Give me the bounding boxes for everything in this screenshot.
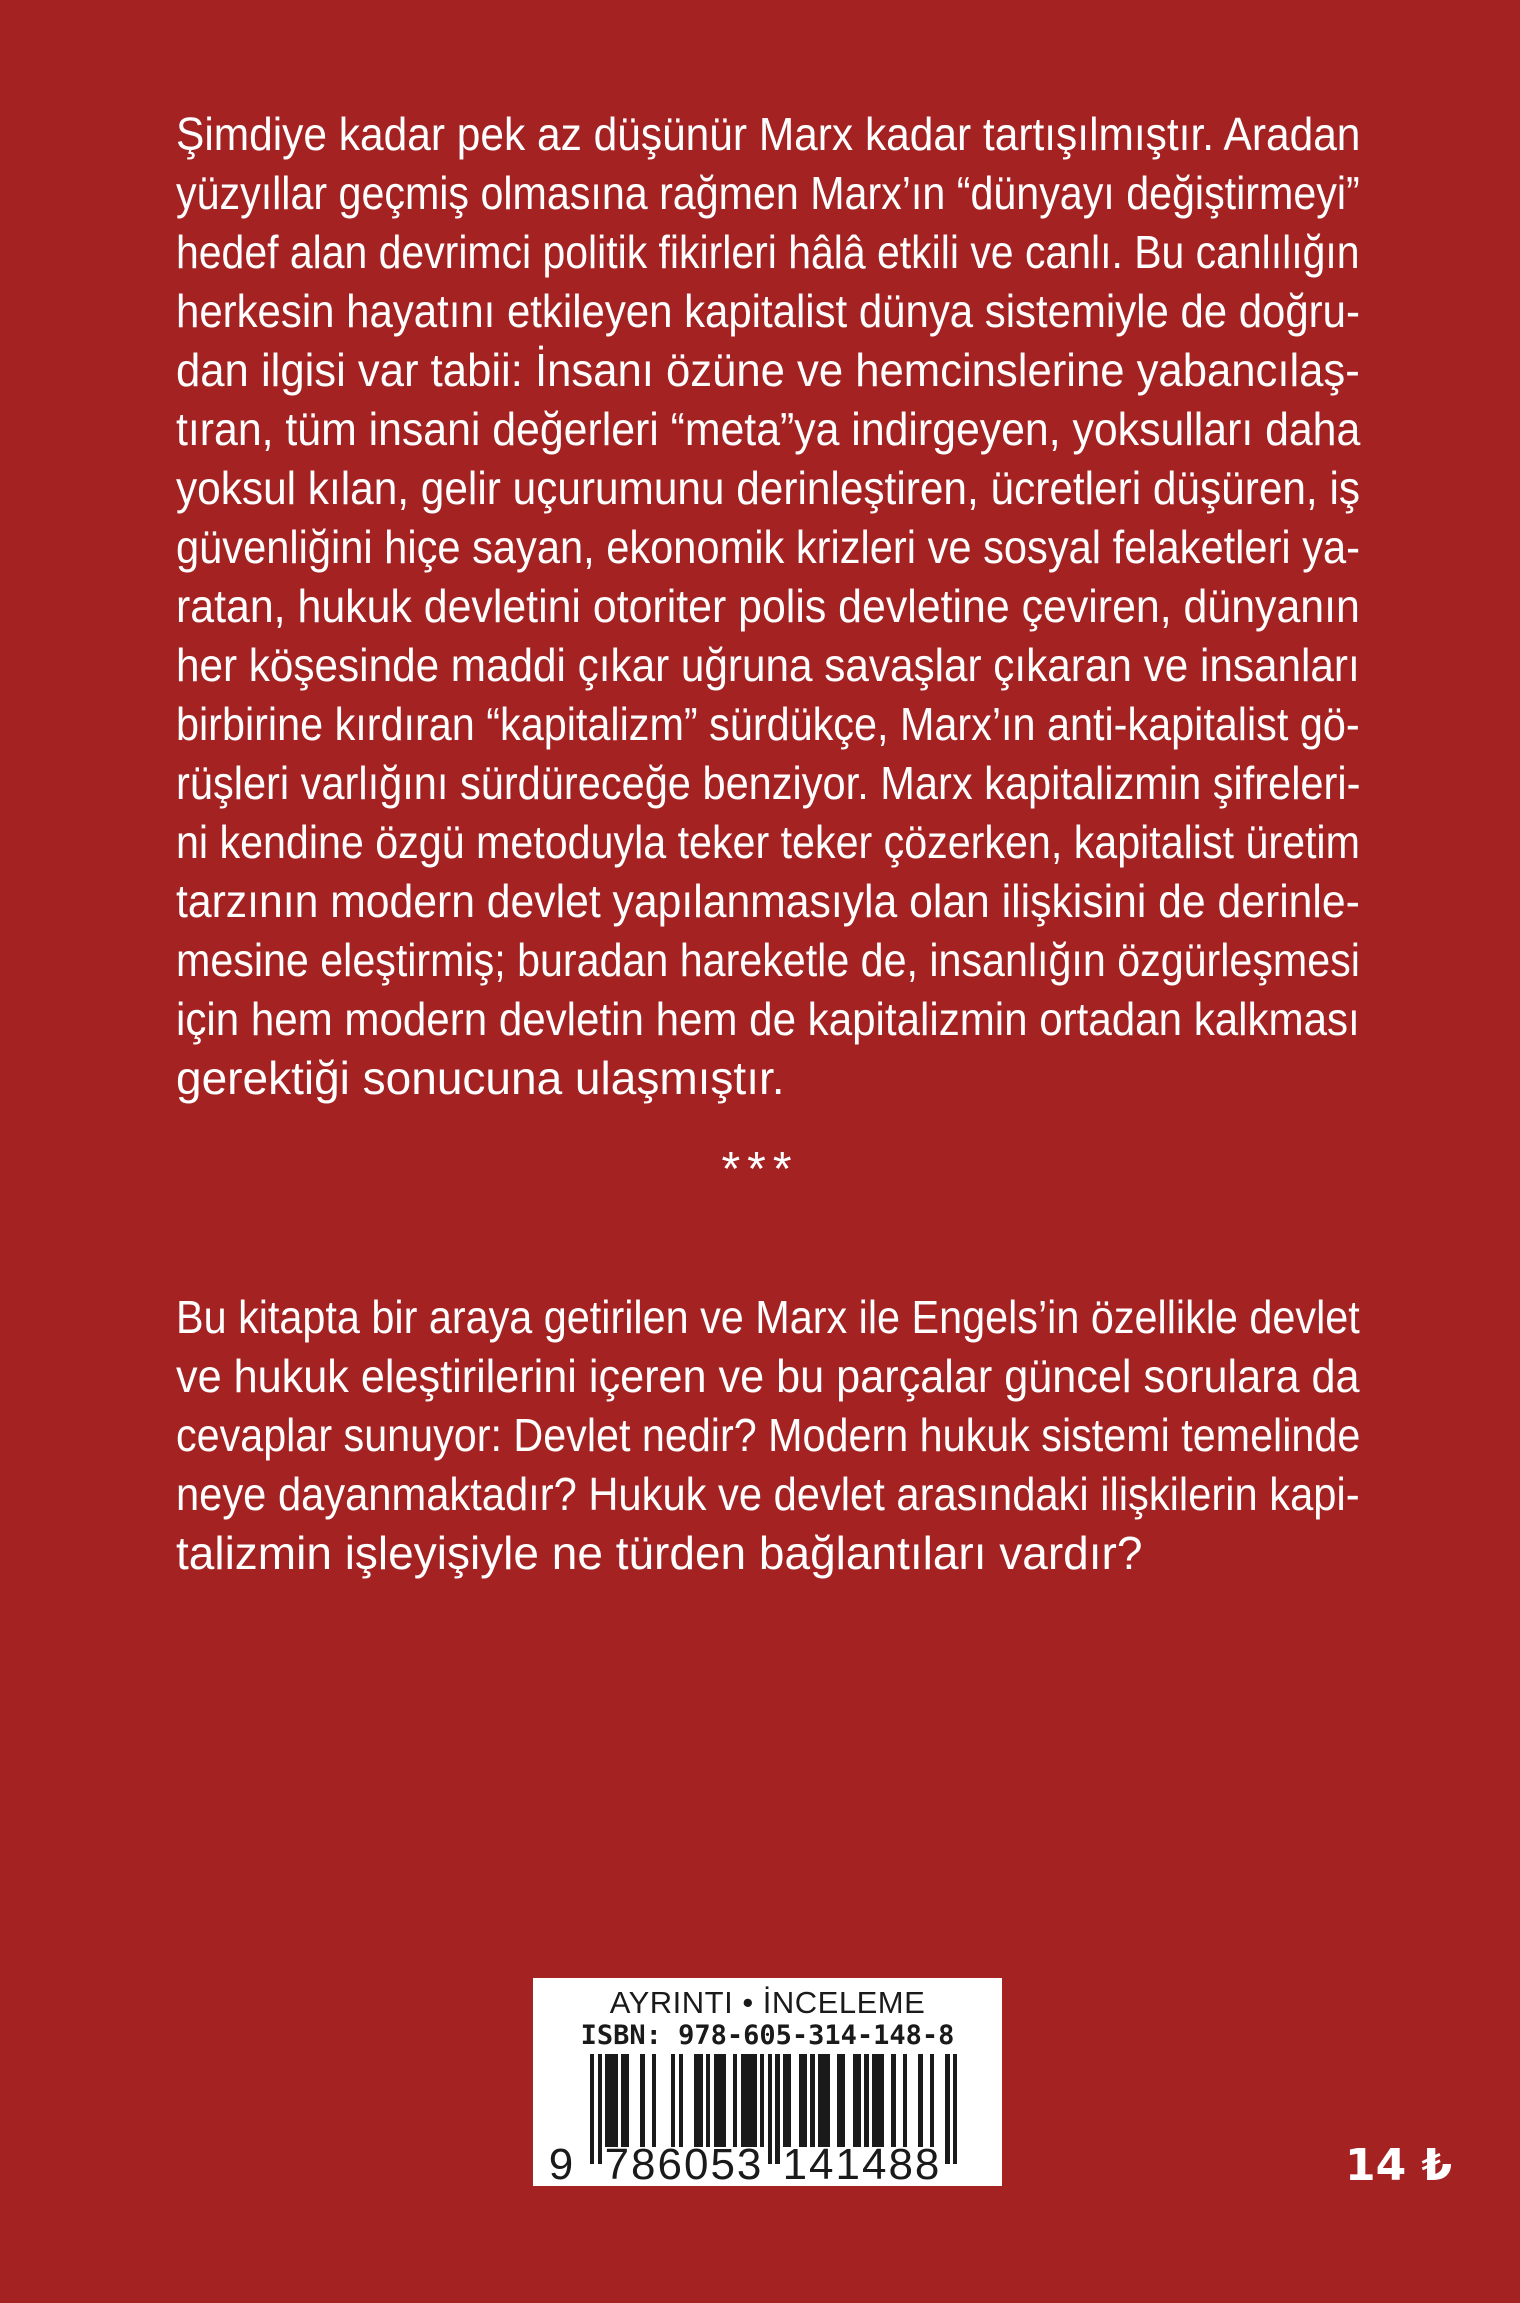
barcode-bar xyxy=(679,2054,683,2147)
barcode-bar xyxy=(752,2054,756,2147)
barcode-bar xyxy=(953,2054,957,2164)
publisher-series-label: AYRINTI • İNCELEME xyxy=(609,1985,926,2020)
text-line: yoksul kılan, gelir uçurumunu derinleştiren, ücretleri düşüren, iş xyxy=(176,462,1361,514)
barcode-bar xyxy=(918,2054,922,2147)
barcode-bar xyxy=(640,2054,644,2147)
text-line: cevaplar sunuyor: Devlet nedir? Modern hukuk sistemi temelinde xyxy=(176,1409,1361,1461)
barcode-bar xyxy=(891,2054,895,2147)
text-line: dan ilgisi var tabii: İnsanı özüne ve hemcinslerine yabancılaş- xyxy=(176,344,1360,396)
text-line: neye dayanmaktadır? Hukuk ve devlet arasındaki ilişkilerin kapi- xyxy=(176,1468,1360,1520)
barcode-bar xyxy=(775,2054,779,2164)
ean-digit-lead: 9 xyxy=(548,2140,576,2189)
text-line: Bu kitapta bir araya getirilen ve Marx ile Engels’in özellikle devlet xyxy=(176,1291,1360,1343)
text-line: tıran, tüm insani değerleri “meta”ya indirgeyen, yoksulları daha xyxy=(176,403,1361,455)
barcode-bar xyxy=(733,2054,737,2147)
barcode-bar xyxy=(598,2054,602,2164)
text-line: herkesin hayatını etkileyen kapitalist dünya sistemiyle de doğru- xyxy=(176,285,1360,337)
price-label: 14 ₺ xyxy=(1345,2140,1453,2191)
text-line: rüşleri varlığını sürdüreceğe benziyor. Marx kapitalizmin şifreleri- xyxy=(176,757,1361,809)
text-line: güvenliğini hiçe sayan, ekonomik krizleri ve sosyal felaketleri ya- xyxy=(176,521,1361,573)
barcode-bar xyxy=(864,2054,868,2147)
text-line: talizmin işleyişiyle ne türden bağlantıları vardır? xyxy=(176,1527,1143,1579)
barcode-bar xyxy=(671,2054,675,2147)
barcode-bar xyxy=(903,2054,907,2147)
ean-digit-group-1: 786053 xyxy=(604,2140,764,2189)
barcode-bar xyxy=(698,2054,702,2147)
back-cover-paragraph-1 xyxy=(176,105,1360,1108)
text-line: ni kendine özgü metoduyla teker teker çözerken, kapitalist üretim xyxy=(176,816,1360,868)
text-line: mesine eleştirmiş; buradan hareketle de, insanlığın özgürleşmesi xyxy=(176,934,1360,986)
barcode-bar xyxy=(930,2054,934,2147)
back-cover-paragraph-2 xyxy=(176,1288,1360,1583)
barcode-bar xyxy=(826,2054,830,2147)
text-line: her köşesinde maddi çıkar uğruna savaşlar çıkaran ve insanları xyxy=(176,639,1360,691)
isbn-barcode-box xyxy=(533,1978,1002,2189)
section-separator-stars: *** xyxy=(721,1143,799,1196)
text-line: birbirine kırdıran “kapitalizm” sürdükçe, Marx’ın anti-kapitalist gö- xyxy=(176,698,1360,750)
barcode-bar xyxy=(760,2054,764,2147)
text-line: ratan, hukuk devletini otoriter polis devletine çeviren, dünyanın xyxy=(176,580,1360,632)
ean-bars xyxy=(590,2054,957,2147)
text-line: yüzyıllar geçmiş olmasına rağmen Marx’ın “dünyayı değiştirmeyi” xyxy=(176,167,1360,219)
barcode-bar xyxy=(652,2054,656,2147)
barcode-bar xyxy=(810,2054,814,2147)
barcode-bar xyxy=(706,2054,710,2147)
barcode-bar xyxy=(768,2054,772,2164)
isbn-number-label: ISBN: 978-605-314-148-8 xyxy=(580,2020,955,2051)
ean-digit-group-2: 141488 xyxy=(782,2140,942,2189)
text-line: tarzının modern devlet yapılanmasıyla olan ilişkisini de derinle- xyxy=(176,875,1360,927)
text-line: hedef alan devrimci politik fikirleri hâlâ etkili ve canlı. Bu canlılığın xyxy=(176,226,1360,278)
text-line: Şimdiye kadar pek az düşünür Marx kadar tartışılmıştır. Aradan xyxy=(176,108,1361,160)
barcode-bar xyxy=(857,2054,861,2147)
barcode-bar xyxy=(787,2054,791,2147)
text-line: ve hukuk eleştirilerini içeren ve bu parçalar güncel sorulara da xyxy=(176,1350,1360,1402)
barcode-bar xyxy=(625,2054,629,2147)
text-line: gerektiği sonucuna ulaşmıştır. xyxy=(176,1052,785,1104)
barcode-bar xyxy=(613,2054,617,2147)
barcode-bar xyxy=(945,2054,949,2164)
barcode-bar xyxy=(802,2054,806,2147)
barcode-bar xyxy=(841,2054,845,2147)
barcode-bar xyxy=(880,2054,884,2147)
barcode-bar xyxy=(590,2054,594,2164)
text-line: için hem modern devletin hem de kapitalizmin ortadan kalkması xyxy=(176,993,1360,1045)
barcode-bar xyxy=(721,2054,725,2147)
